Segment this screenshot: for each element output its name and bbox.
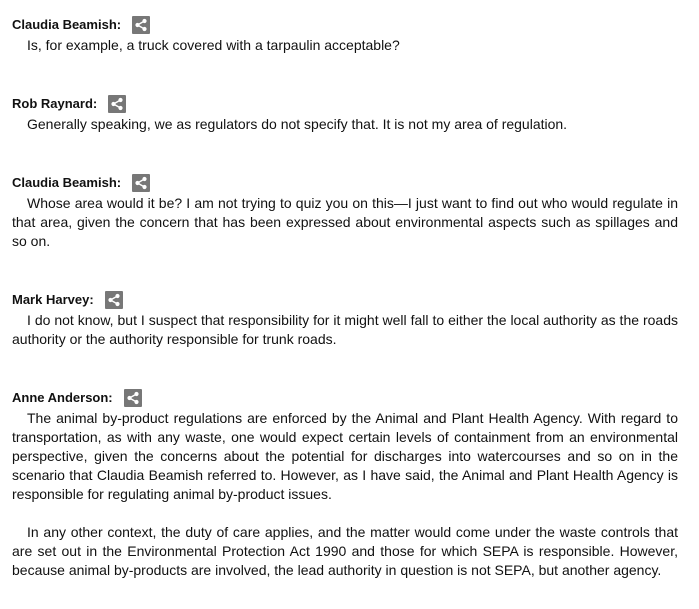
contribution: [12, 93, 678, 134]
speech-paragraph: Generally speaking, we as regulators do not specify that. It is not my area of regulation.: [27, 116, 568, 132]
speaker-name: Rob Raynard:: [12, 96, 98, 111]
contribution: [12, 14, 678, 55]
share-icon[interactable]: [132, 174, 150, 192]
speaker-line: [12, 93, 678, 115]
share-icon[interactable]: [108, 95, 126, 113]
speaker-line: [12, 387, 678, 409]
speaker-line: [12, 289, 678, 311]
speech-paragraph: Is, for example, a truck covered with a tarpaulin acceptable?: [27, 37, 400, 53]
transcript: [12, 14, 678, 580]
share-icon[interactable]: [124, 389, 142, 407]
paragraph-gap: [12, 504, 678, 523]
contribution: [12, 172, 678, 251]
speech-paragraph: The animal by-product regulations are enforced by the Animal and Plant Health Agency. With regard to transportation, as with any waste, one would expect certain levels of containment from an environmental perspective, given the concerns about the potential for discharges into watercourses and so on in the scenario that Claudia Beamish referred to. However, as I have said, the Animal and Plant Health Agency is responsible for regulating animal by-product issues.: [12, 410, 678, 502]
share-icon[interactable]: [132, 16, 150, 34]
speaker-name: Mark Harvey:: [12, 292, 94, 307]
speech-paragraph: Whose area would it be? I am not trying to quiz you on this—I just want to find out who would regulate in that area, given the concern that has been expressed about environmental aspects such as spillages and so on.: [12, 195, 678, 249]
speaker-line: [12, 14, 678, 36]
speaker-name: Claudia Beamish:: [12, 17, 122, 32]
speaker-name: Anne Anderson:: [12, 390, 113, 405]
speaker-line: [12, 172, 678, 194]
speaker-name: Claudia Beamish:: [12, 175, 122, 190]
speech-paragraph: In any other context, the duty of care applies, and the matter would come under the waste controls that are set out in the Environmental Protection Act 1990 and those for which SEPA is responsible. However, because animal by-products are involved, the lead authority in question is not SEPA, but another agency.: [12, 524, 678, 578]
contribution: [12, 289, 678, 349]
speech-paragraph: I do not know, but I suspect that responsibility for it might well fall to either the local authority as the roads authority or the authority responsible for trunk roads.: [12, 312, 678, 347]
share-icon[interactable]: [105, 291, 123, 309]
contribution: [12, 387, 678, 580]
